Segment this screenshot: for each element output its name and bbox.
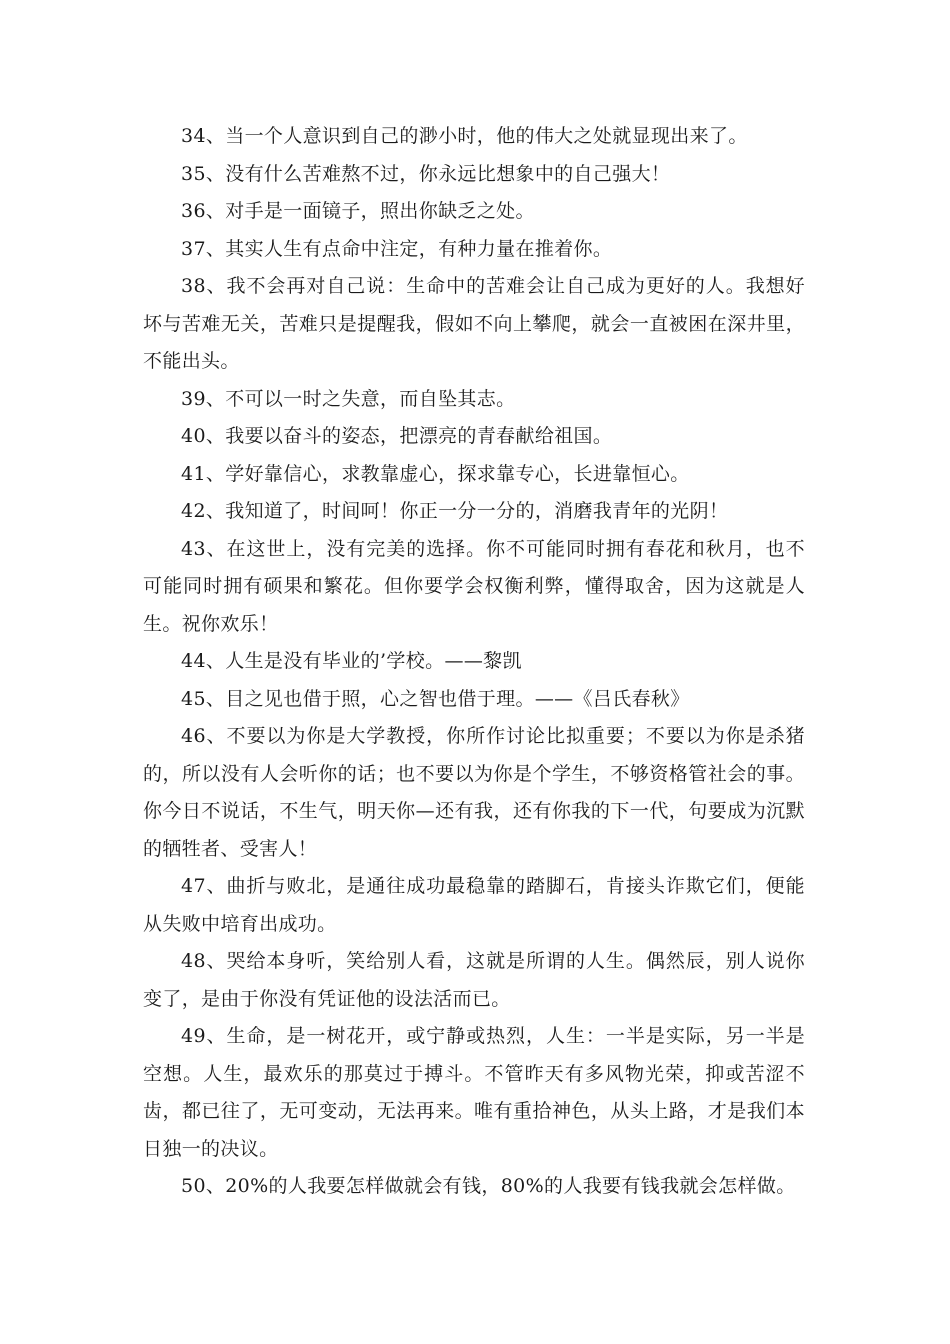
document-body [143, 118, 805, 1206]
paragraph-36: 36、对手是一面镜子，照出你缺乏之处。 [181, 200, 535, 222]
paragraph-39: 39、不可以一时之失意，而自坠其志。 [181, 387, 516, 410]
paragraph-45: 45、目之见也借于照，心之智也借于理。——《吕氏春秋》 [181, 687, 690, 710]
paragraph-37: 37、其实人生有点命中注定，有种力量在推着你。 [181, 237, 613, 260]
paragraph-47: 47、曲折与败北，是通往成功最稳靠的踏脚石，肯接头诈欺它们，便能从失败中培育出成功。 [143, 875, 805, 935]
paragraph-41: 41、学好靠信心，求教靠虚心，探求靠专心，长进靠恒心。 [181, 462, 690, 485]
paragraph-43: 43、在这世上，没有完美的选择。你不可能同时拥有春花和秋月，也不可能同时拥有硕果和繁花。但你要学会权衡利弊，懂得取舍，因为这就是人生。祝你欢乐！ [143, 537, 805, 635]
paragraph-44: 44、人生是没有毕业的’学校。——黎凯 [181, 650, 522, 672]
paragraph-34: 34、当一个人意识到自己的渺小时，他的伟大之处就显现出来了。 [181, 125, 748, 147]
paragraph-38: 38、我不会再对自己说：生命中的苦难会让自己成为更好的人。我想好坏与苦难无关，苦难只是提醒我，假如不向上攀爬，就会一直被困在深井里，不能出头。 [143, 275, 805, 372]
paragraph-46: 46、不要以为你是大学教授，你所作讨论比拟重要；不要以为你是杀猪的，所以没有人会听你的话；也不要以为你是个学生，不够资格管社会的事。你今日不说话，不生气，明天你—还有我，还有你我的下一代，句要成为沉默的牺牲者、受害人！ [143, 725, 805, 860]
paragraph-35: 35、没有什么苦难熬不过，你永远比想象中的自己强大！ [181, 162, 671, 185]
paragraph-48: 48、哭给本身听，笑给别人看，这就是所谓的人生。偶然辰，别人说你变了，是由于你没有凭证他的设法活而已。 [143, 950, 805, 1010]
paragraph-49: 49、生命，是一树花开，或宁静或热烈，人生：一半是实际，另一半是空想。人生，最欢乐的那莫过于搏斗。不管昨天有多风物光荣，抑或苦涩不齿，都已往了，无可变动，无法再来。唯有重拾神色，从头上路，才是我们本日独一的决议。 [143, 1025, 805, 1160]
paragraph-42: 42、我知道了，时间呵！你正一分一分的，消磨我青年的光阴！ [181, 500, 729, 522]
paragraph-40: 40、我要以奋斗的姿态，把漂亮的青春献给祖国。 [181, 425, 613, 447]
paragraph-50: 50、20%的人我要怎样做就会有钱，80%的人我要有钱我就会怎样做。 [181, 1175, 796, 1197]
